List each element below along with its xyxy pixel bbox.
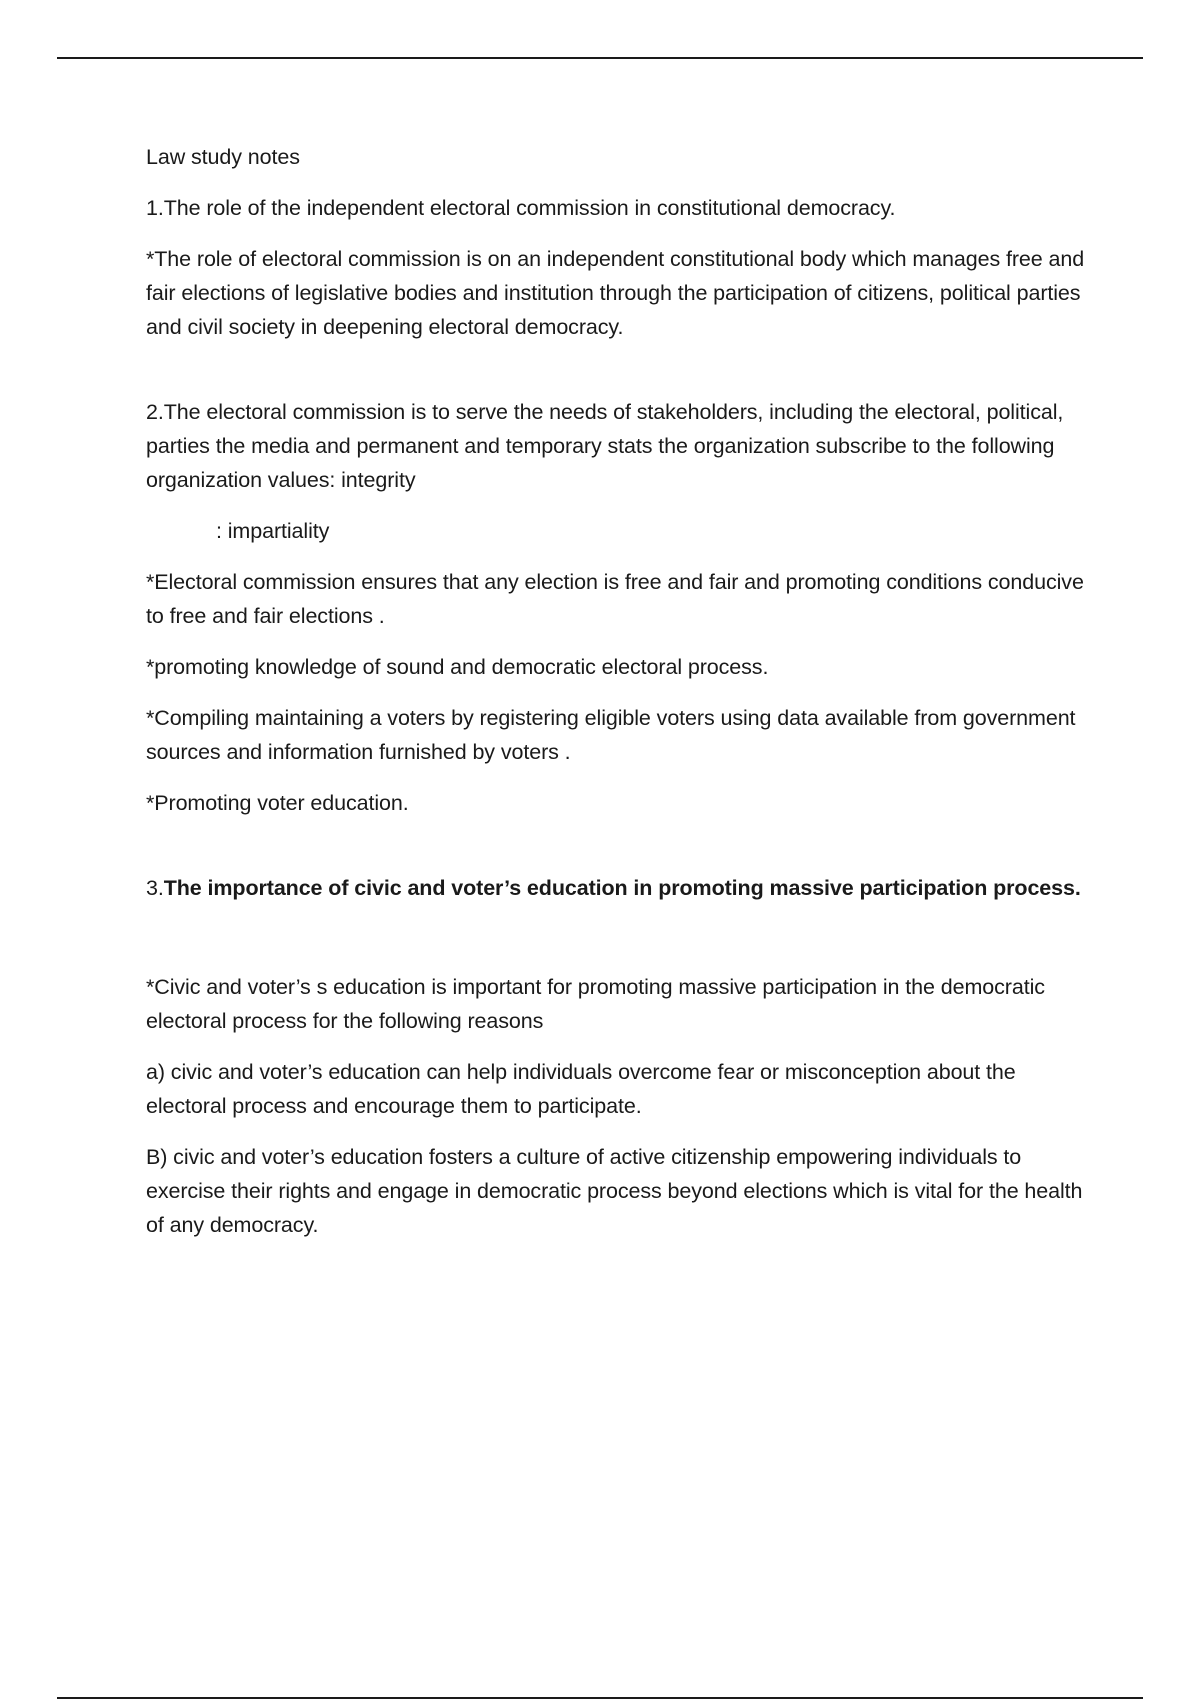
section2-value-impartiality: : impartiality [216, 519, 330, 543]
section3-heading [146, 871, 1096, 905]
section2-bullet-2: *promoting knowledge of sound and democratic electoral process. [146, 655, 769, 679]
bottom-rule [57, 1697, 1143, 1699]
section2-bullet-1: *Electoral commission ensures that any election is free and fair and promoting conditions conducive to free and fair elections . [146, 570, 1084, 628]
document-title: Law study notes [146, 145, 300, 169]
section3-number: 3. [146, 876, 164, 900]
section3-intro: *Civic and voter’s s education is important for promoting massive participation in the democratic electoral process for the following reasons [146, 975, 1045, 1033]
section2-bullet-3: *Compiling maintaining a voters by registering eligible voters using data available from government sources and information furnished by voters . [146, 706, 1076, 764]
section1-heading: 1.The role of the independent electoral commission in constitutional democracy. [146, 196, 896, 220]
section3-point-a: a) civic and voter’s education can help individuals overcome fear or misconception about the electoral process and encourage them to participate. [146, 1060, 1016, 1118]
document-body [146, 140, 1096, 1259]
section3-point-b: B) civic and voter’s education fosters a culture of active citizenship empowering individuals to exercise their rights and engage in democratic process beyond elections which is vital for the health of any democracy. [146, 1145, 1083, 1237]
top-rule [57, 57, 1143, 59]
section3-heading-text: The importance of civic and voter’s education in promoting massive participation process. [163, 876, 1081, 900]
section2-bullet-4: *Promoting voter education. [146, 791, 409, 815]
section2-intro: 2.The electoral commission is to serve the needs of stakeholders, including the electoral, political, parties the media and permanent and temporary stats the organization subscribe to the following organization values: integrity [146, 400, 1064, 492]
section1-body: *The role of electoral commission is on an independent constitutional body which manages free and fair elections of legislative bodies and institution through the participation of citizens, political parties and civil society in deepening electoral democracy. [146, 247, 1085, 339]
